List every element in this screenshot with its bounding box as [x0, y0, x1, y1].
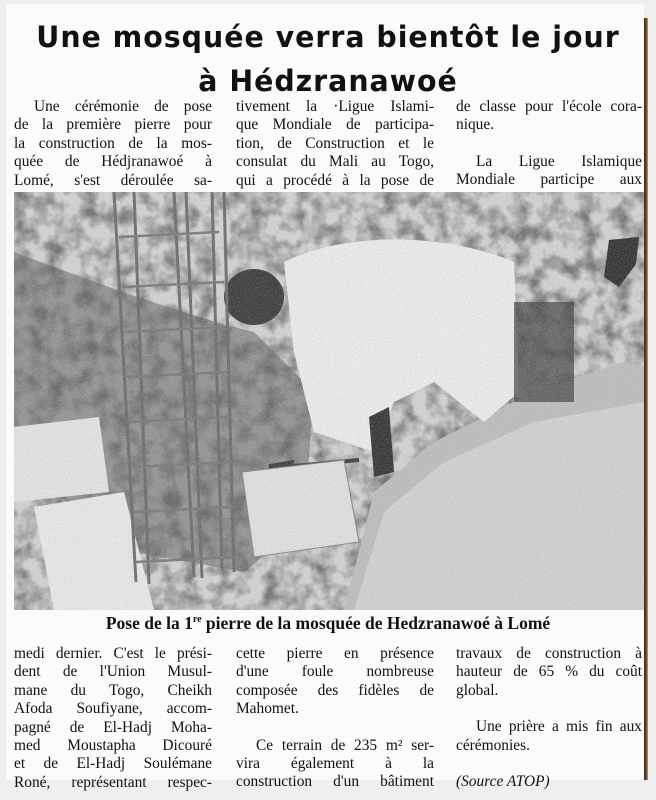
photo-construction-site — [14, 192, 644, 610]
headline-line-1: Une mosquée verra bientôt le jour — [36, 20, 620, 54]
photo-illustration — [14, 192, 644, 610]
text-line: vira également à la — [236, 755, 434, 773]
text-line: consulat du Mali au Togo, — [236, 153, 434, 171]
text-line: hauteur de 65 % du coût — [456, 663, 642, 681]
text-line: quée de Hédjranawoé à — [14, 153, 212, 171]
text-line: et de El-Hadj Soulémane — [14, 755, 212, 773]
text-line: mane du Togo, Cheikh — [14, 681, 212, 699]
text-line: Roné, représentant respec- — [14, 773, 212, 791]
text-line: Afoda Soufiyane, accom- — [14, 700, 212, 718]
text-line: nique. — [456, 116, 495, 134]
top-column-3 — [456, 98, 642, 190]
text-line: la construction de la mos- — [14, 134, 212, 152]
headline-line-2: à Hédzranawoé — [198, 64, 458, 98]
text-line: Ce terrain de 235 m² ser- — [256, 736, 434, 754]
caption-superscript: re — [192, 614, 202, 626]
bottom-column-3 — [456, 645, 642, 791]
text-line: composée des fidèles de — [236, 681, 434, 699]
text-line: Lomé, s'est déroulée sa- — [14, 171, 212, 189]
text-line: med Moustapha Dicouré — [14, 737, 212, 755]
text-line: qui a procédé à la pose de — [236, 171, 434, 189]
text-line: Mondiale participe aux — [456, 171, 642, 189]
text-line: medi dernier. C'est le prési- — [14, 645, 212, 662]
source-credit: (Source ATOP) — [456, 773, 550, 791]
text-line: Une cérémonie de pose — [34, 98, 212, 115]
bottom-column-2 — [236, 645, 434, 792]
top-column-1 — [14, 98, 212, 190]
text-line: tivement la ·Ligue Islami- — [236, 98, 434, 115]
text-line: Une prière a mis fin aux — [476, 718, 642, 736]
bottom-column-1 — [14, 645, 212, 792]
text-line: global. — [456, 681, 499, 699]
text-line: La Ligue Islamique — [476, 152, 642, 170]
text-line: cette pierre en présence — [236, 645, 434, 662]
text-line: d'une foule nombreuse — [236, 663, 434, 681]
text-line: construction d'un bâtiment — [236, 773, 434, 791]
photo-caption — [0, 613, 656, 634]
text-line: dent de l'Union Musul- — [14, 663, 212, 681]
text-line: pagné de El-Hadj Moha- — [14, 718, 212, 736]
clipping-edge — [644, 18, 648, 780]
text-line: Mahomet. — [236, 700, 299, 718]
text-line: de classe pour l'école cora- — [456, 98, 642, 115]
caption-text: pierre de la mosquée de Hedzranawoé à Lomé — [201, 613, 551, 633]
text-line: cérémonies. — [456, 736, 530, 754]
text-line: que Mondiale de participa- — [236, 116, 434, 134]
top-column-2 — [236, 98, 434, 190]
text-line: travaux de construction à — [456, 645, 642, 662]
caption-text: Pose de la 1 — [105, 613, 193, 633]
text-line: tion, de Construction et le — [236, 134, 434, 152]
text-line: de la première pierre pour — [14, 116, 212, 134]
